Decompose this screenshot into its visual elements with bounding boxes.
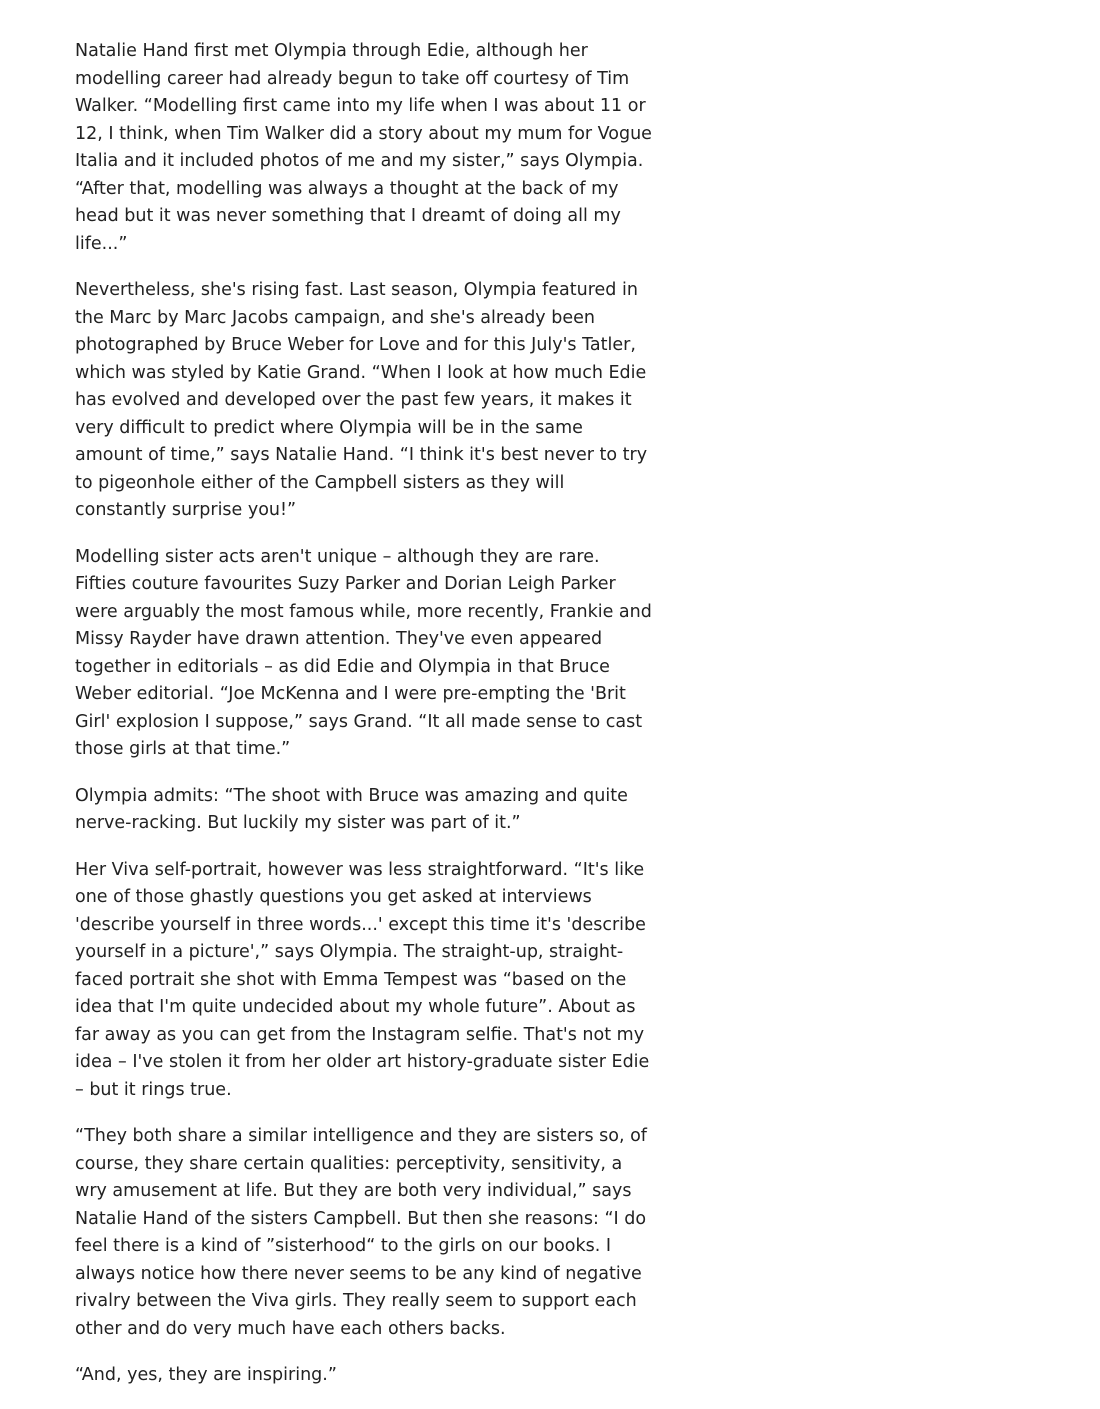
article-paragraph: “They both share a similar intelligence and they are sisters so, of course, they share certain qualities: perceptivity, sensitivity, a wry amusement at life. But they are both very individual,” says Natalie Hand of the sisters Campbell. But then she reasons: “I do feel there is a kind of ”sisterhood“ to the girls on our books. I always notice how there never seems to be any kind of negative rivalry between the Viva girls. They really seem to support each other and do very much have each others backs. bbox=[75, 1126, 647, 1339]
article-paragraph: Modelling sister acts aren't unique – although they are rare. Fifties couture favourites Suzy Parker and Dorian Leigh Parker were arguably the most famous while, more recently, Frankie and Missy Rayder have drawn attention. They've even appeared together in editorials – as did Edie and Olympia in that Bruce Weber editorial. “Joe McKenna and I were pre-empting the 'Brit Girl' explosion I suppose,” says Grand. “It all made sense to cast those girls at that time.” bbox=[75, 546, 652, 759]
article-paragraph: Her Viva self-portrait, however was less straightforward. “It's like one of those ghastly questions you get asked at interviews 'describe yourself in three words...' except this time it's 'describe yourself in a picture',” says Olympia. The straight-up, straight-faced portrait she shot with Emma Tempest was “based on the idea that I'm quite undecided about my whole future”. About as far away as you can get from the Instagram selfie. That's not my idea – I've stolen it from her older art history-graduate sister Edie – but it rings true. bbox=[75, 859, 650, 1100]
article-paragraph: Nevertheless, she's rising fast. Last season, Olympia featured in the Marc by Marc Jacobs campaign, and she's already been photographed by Bruce Weber for Love and for this July's Tatler, which was styled by Katie Grand. “When I look at how much Edie has evolved and developed over the past few years, it makes it very difficult to predict where Olympia will be in the same amount of time,” says Natalie Hand. “I think it's best never to try to pigeonhole either of the Campbell sisters as they will constantly surprise you!” bbox=[75, 280, 648, 520]
article-body bbox=[75, 38, 655, 1409]
article-paragraph: Natalie Hand first met Olympia through Edie, although her modelling career had already begun to take off courtesy of Tim Walker. “Modelling first came into my life when I was about 11 or 12, I think, when Tim Walker did a story about my mum for Vogue Italia and it included photos of me and my sister,” says Olympia. “After that, modelling was always a thought at the back of my head but it was never something that I dreamt of doing all my life...” bbox=[75, 41, 652, 254]
article-paragraph: “And, yes, they are inspiring.” bbox=[75, 1365, 337, 1385]
article-paragraph: Olympia admits: “The shoot with Bruce was amazing and quite nerve-racking. But luckily my sister was part of it.” bbox=[75, 785, 628, 833]
